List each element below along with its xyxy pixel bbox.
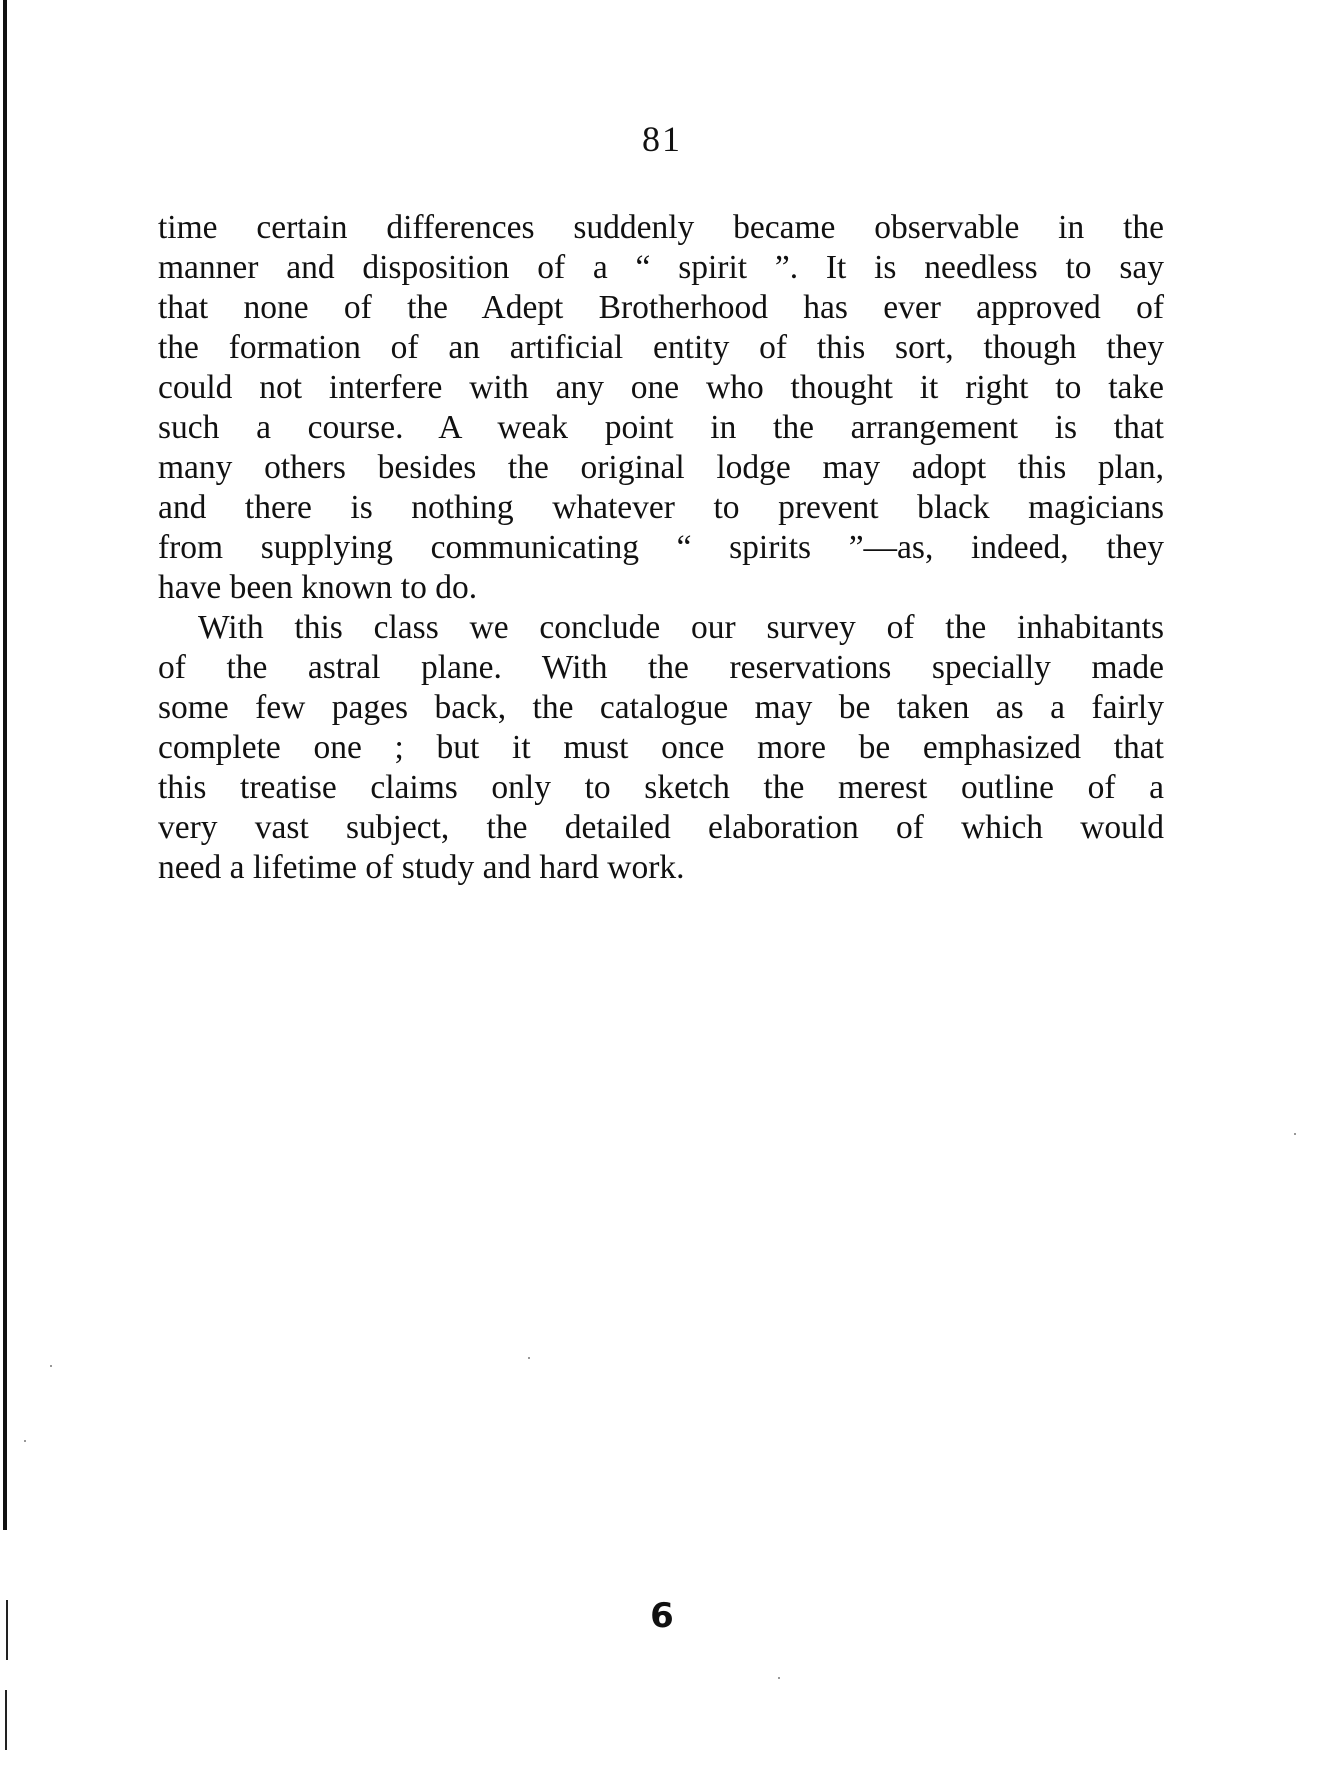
- text-line: With this class we conclude our survey of the inhabitants: [198, 609, 1164, 646]
- text-line: complete one ; but it must once more be emphasized that: [158, 729, 1164, 766]
- text-line: of the astral plane. With the reservations specially made: [158, 649, 1164, 686]
- signature-mark: 6: [650, 1596, 674, 1636]
- text-line: need a lifetime of study and hard work.: [158, 849, 685, 886]
- paragraph-2: [158, 608, 1164, 888]
- text-line: very vast subject, the detailed elaboration of which would: [158, 809, 1164, 846]
- text-line: from supplying communicating “ spirits ”—as, indeed, they: [158, 529, 1164, 566]
- text-line: and there is nothing whatever to prevent black magicians: [158, 489, 1164, 526]
- text-line: could not interfere with any one who thought it right to take: [158, 369, 1164, 406]
- scan-speck: [1294, 1133, 1296, 1135]
- body-text: [158, 208, 1164, 888]
- text-line: such a course. A weak point in the arrangement is that: [158, 409, 1164, 446]
- text-line: manner and disposition of a “ spirit ”. It is needless to say: [158, 249, 1164, 286]
- page-number: 81: [642, 119, 682, 159]
- scan-speck: [778, 1677, 780, 1679]
- paragraph-1: [158, 208, 1164, 608]
- text-line: this treatise claims only to sketch the merest outline of a: [158, 769, 1164, 806]
- scan-speck: [24, 1440, 26, 1442]
- text-line: some few pages back, the catalogue may be taken as a fairly: [158, 689, 1164, 726]
- text-line: time certain differences suddenly became observable in the: [158, 209, 1164, 246]
- scan-speck: [50, 1365, 52, 1367]
- page-binding-edge: [3, 0, 7, 1530]
- text-line: many others besides the original lodge may adopt this plan,: [158, 449, 1164, 486]
- page-binding-edge-fragment: [5, 1690, 7, 1750]
- text-line: have been known to do.: [158, 569, 478, 606]
- scan-speck: [528, 1357, 530, 1359]
- text-line: that none of the Adept Brotherhood has ever approved of: [158, 289, 1164, 326]
- text-line: the formation of an artificial entity of this sort, though they: [158, 329, 1164, 366]
